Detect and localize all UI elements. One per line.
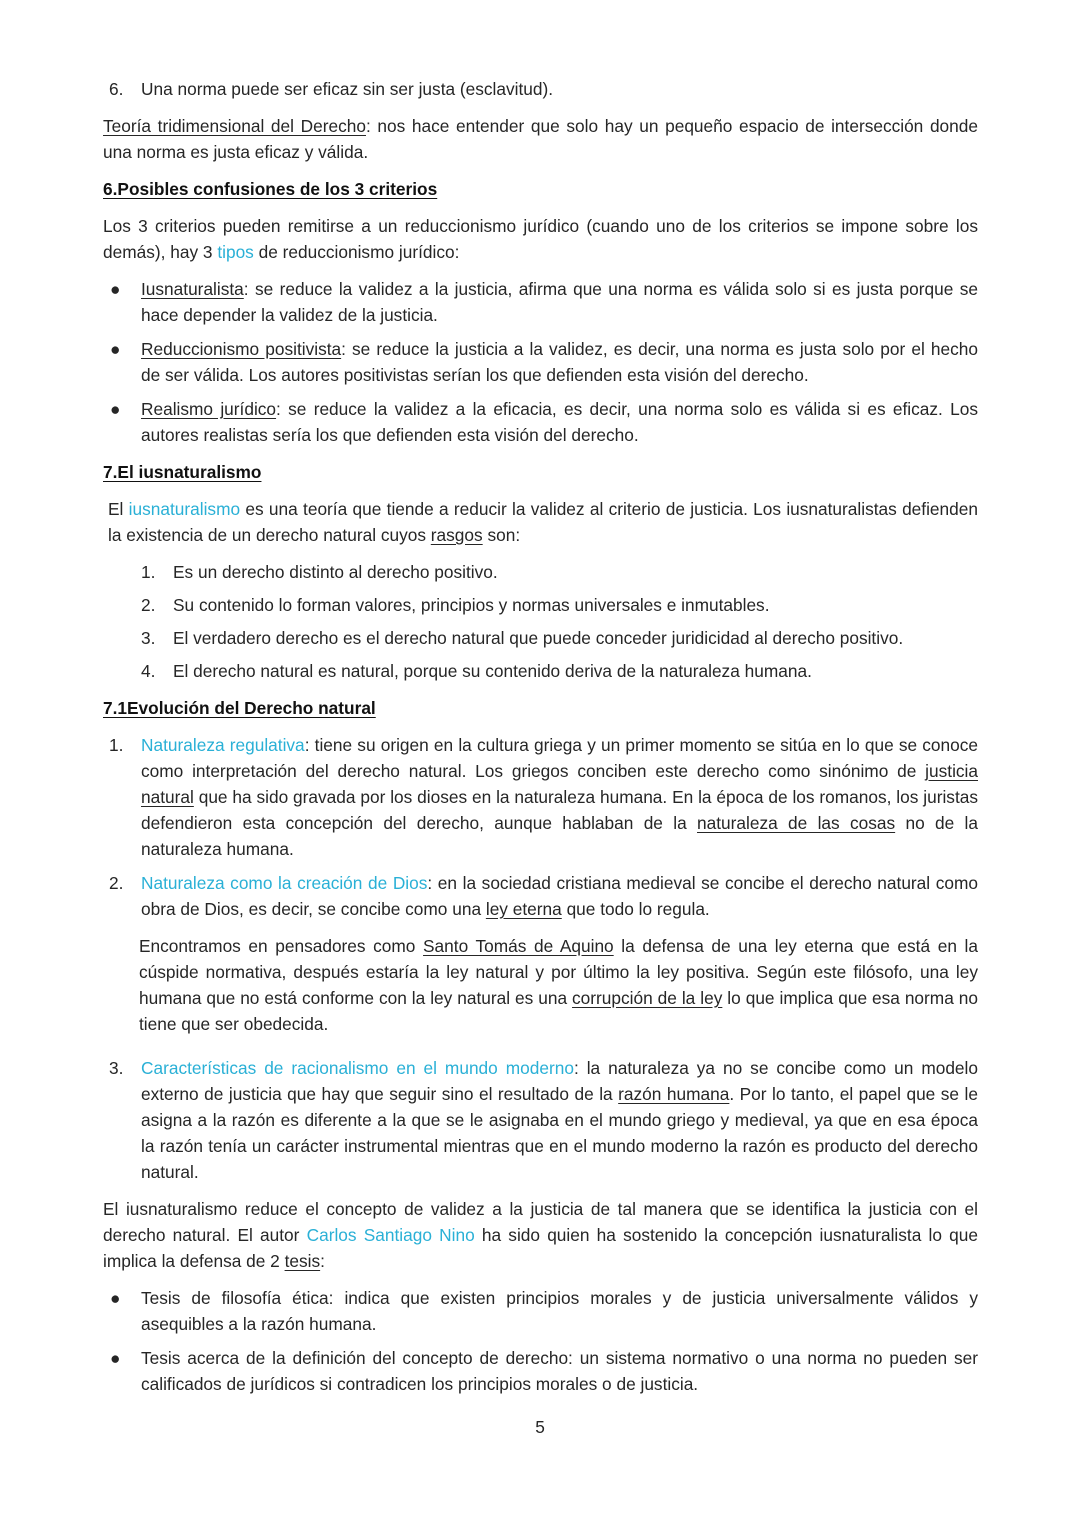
bullet-term: Reduccionismo positivista (141, 339, 342, 359)
intro-text: El (108, 499, 129, 519)
para-text: El iusnaturalismo reduce el concepto de validez a la justicia de tal manera que se identifica la justicia con el derecho natural. El autor (103, 1199, 978, 1245)
section-7-1-heading: 7.1Evolución del Derecho natural (103, 698, 376, 718)
link-naturaleza-regulativa[interactable]: Naturaleza regulativa (141, 735, 305, 755)
list-item (141, 658, 978, 684)
list-item (141, 592, 978, 618)
list-item (141, 559, 978, 585)
bullet-text: : se reduce la validez a la justicia, afirma que una norma es válida solo si es justa porque se hace depender la validez de la justicia. (141, 279, 978, 325)
list-text: El derecho natural es natural, porque su contenido deriva de la naturaleza humana. (173, 661, 812, 681)
tridimensional-paragraph (103, 113, 978, 165)
intro-text: es una teoría que tiende a reducir la validez al criterio de justicia. Los iusnaturalistas defienden la existencia de un derecho natural cuyos (108, 499, 978, 545)
para-text: lo que implica que esa norma no tiene que ser obedecida. (139, 988, 978, 1034)
list-text (141, 732, 978, 862)
intro-text: de reduccionismo jurídico: (253, 242, 460, 262)
item-text: : la naturaleza ya no se concibe como un modelo externo de justicia que hay que seguir sino el resultado de la (141, 1058, 978, 1104)
list-text: Es un derecho distinto al derecho positivo. (173, 562, 498, 582)
item-text: que todo lo regula. (561, 899, 710, 919)
para-text: ha sido quien ha sostenido la concepción iusnaturalista lo que implica la defensa de 2 (103, 1225, 978, 1271)
section-7-heading: 7.El iusnaturalismo (103, 462, 262, 482)
thesis-list (103, 1285, 978, 1397)
list-text: El verdadero derecho es el derecho natural que puede conceder juridicidad al derecho positivo. (173, 628, 904, 648)
aquino-paragraph (139, 933, 978, 1037)
bullet-icon: ● (110, 399, 121, 419)
link-iusnaturalismo[interactable]: iusnaturalismo (128, 499, 241, 519)
bullet-icon: ● (110, 1288, 121, 1308)
list-item (141, 625, 978, 651)
list-text (141, 1055, 978, 1185)
list-text: Tesis acerca de la definición del concepto de derecho: un sistema normativo o una norma no pueden ser calificados de jurídicos si contradicen los principios morales o de justicia. (141, 1348, 978, 1394)
list-number: 3. (109, 1058, 124, 1078)
underlined-term: naturaleza de las cosas (697, 813, 896, 833)
underlined-term: Santo Tomás de Aquino (423, 936, 614, 956)
underlined-term: justicia natural (141, 761, 978, 807)
list-number: 6. (109, 79, 124, 99)
para-text: : (320, 1251, 325, 1271)
list-number: 3. (141, 628, 156, 648)
bullet-term: Realismo jurídico (141, 399, 277, 419)
item-text: : tiene su origen en la cultura griega y un primer momento se sitúa en lo que se conoce como interpretación del derecho natural. Los griegos conciben este derecho como sinónimo de (141, 735, 979, 781)
section-6-intro (103, 213, 978, 265)
intro-text: son: (482, 525, 521, 545)
link-tipos[interactable]: tipos (217, 242, 254, 262)
traits-list (141, 559, 978, 684)
link-naturaleza-dios[interactable]: Naturaleza como la creación de Dios (141, 873, 428, 893)
link-carlos-santiago-nino[interactable]: Carlos Santiago Nino (306, 1225, 475, 1245)
underlined-term: razón humana (618, 1084, 730, 1104)
list-number: 4. (141, 661, 156, 681)
bullet-icon: ● (110, 1348, 121, 1368)
bullet-text: : se reduce la validez a la eficacia, es decir, una norma solo es válida si es eficaz. Los autores realistas sería los que defienden esta visión del derecho. (141, 399, 978, 445)
list-text (141, 336, 978, 388)
list-text: Tesis de filosofía ética: indica que existen principios morales y de justicia universalmente válidos y asequibles a la razón humana. (141, 1288, 978, 1334)
bullet-icon: ● (110, 339, 121, 359)
section-6-heading: 6.Posibles confusiones de los 3 criterios (103, 179, 438, 199)
list-item (109, 76, 978, 102)
section-7-intro (108, 496, 978, 548)
list-item (103, 336, 978, 388)
para-text: Encontramos en pensadores como (139, 936, 424, 956)
list-number: 1. (109, 735, 124, 755)
closing-paragraph (103, 1196, 978, 1274)
item-text: : en la sociedad cristiana medieval se concibe el derecho natural como obra de Dios, es decir, se concibe como una (141, 873, 978, 919)
list-number: 2. (141, 595, 156, 615)
tridimensional-term: Teoría tridimensional del Derecho (103, 116, 366, 136)
underlined-term: rasgos (430, 525, 483, 545)
document-page (103, 76, 978, 1397)
list-item (103, 1285, 978, 1337)
list-item (103, 396, 978, 448)
item-text: que ha sido gravada por los dioses en la naturaleza humana. En la época de los romanos, los juristas defendieron esta concepción del derecho, aunque hablaban de la (141, 787, 978, 833)
underlined-term: corrupción de la ley (572, 988, 723, 1008)
tridimensional-text: : nos hace entender que solo hay un pequeño espacio de intersección donde una norma es justa eficaz y válida. (103, 116, 978, 162)
bullet-icon: ● (110, 279, 121, 299)
list-text: Su contenido lo forman valores, principios y normas universales e inmutables. (173, 595, 770, 615)
evolution-item-2 (109, 870, 978, 922)
list-text: Una norma puede ser eficaz sin ser justa (esclavitud). (141, 79, 554, 99)
bullet-text: : se reduce la justicia a la validez, es decir, una norma es justa solo por el hecho de ser válida. Los autores positivistas serían los que defienden esta visión del derecho. (141, 339, 978, 385)
underlined-term: tesis (284, 1251, 321, 1271)
list-text (141, 396, 978, 448)
evolution-item-3 (109, 1055, 978, 1185)
list-item (103, 1345, 978, 1397)
underlined-term: ley eterna (485, 899, 562, 919)
link-racionalismo[interactable]: Características de racionalismo en el mundo moderno (141, 1058, 574, 1078)
list-text (141, 276, 978, 328)
list-text (141, 870, 978, 922)
list-item (103, 276, 978, 328)
item-text: . Por lo tanto, el papel que se le asigna a la razón es diferente a la que se le asignaba en el mundo griego y medieval, ya que en esa época la razón tenía un carácter instrumental mientras que en el mundo moderno la razón es producto del derecho natural. (141, 1084, 978, 1182)
evolution-item-1 (109, 732, 978, 862)
reductionism-list (103, 276, 978, 448)
para-text: la defensa de una ley eterna que está en la cúspide normativa, después estaría la ley natural y por último la ley positiva. Según este filósofo, una ley humana que no está conforme con la ley natural es una (139, 936, 978, 1008)
list-number: 2. (109, 873, 124, 893)
list-number: 1. (141, 562, 156, 582)
intro-text: Los 3 criterios pueden remitirse a un reduccionismo jurídico (cuando uno de los criterios se impone sobre los demás), hay 3 (103, 216, 978, 262)
item-text: no de la naturaleza humana. (141, 813, 978, 859)
bullet-term: Iusnaturalista (141, 279, 244, 299)
page-number: 5 (535, 1417, 545, 1437)
